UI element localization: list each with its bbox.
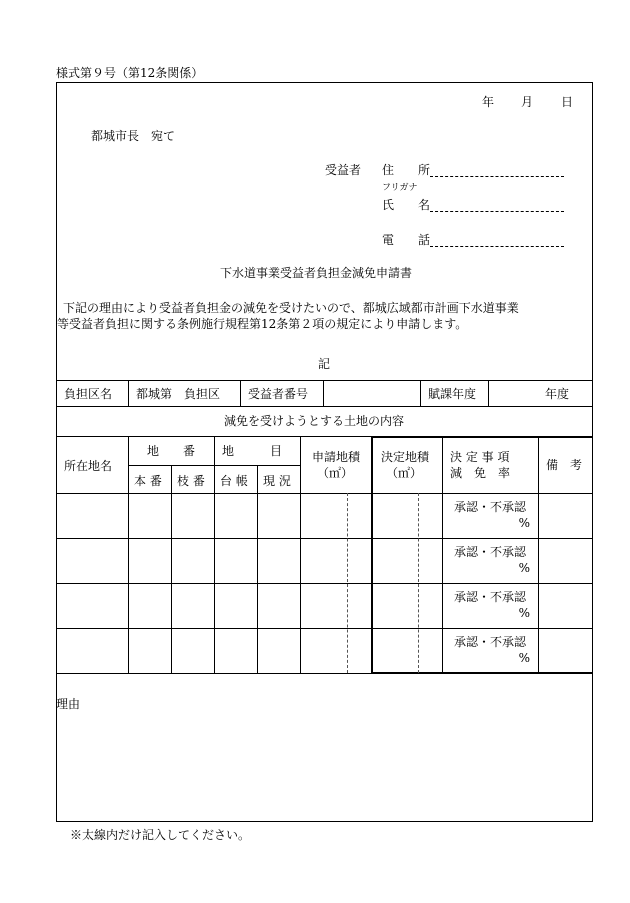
table-row-4-decision — [442, 634, 538, 666]
header-apply-unit: （㎡） — [317, 466, 354, 480]
table-row-3-decision — [442, 589, 538, 621]
col-divider-location — [128, 436, 129, 673]
apply-area-dash — [347, 493, 348, 673]
header-decision-line2: 減 免 率 — [450, 466, 511, 480]
header-edaban: 枝 番 — [177, 474, 205, 488]
reason-field[interactable] — [58, 715, 591, 819]
form-number: 様式第９号（第12条関係） — [56, 66, 204, 80]
percent-text: % — [518, 516, 530, 530]
header-honban: 本 番 — [134, 474, 162, 488]
header-chiban: 地 番 — [147, 444, 196, 458]
header-daicho: 台 帳 — [220, 474, 248, 488]
body-line-1: 下記の理由により受益者負担金の減免を受けたいので、都城広域都市計画下水道事業 — [63, 301, 519, 315]
date-year: 年 — [482, 95, 495, 109]
reason-label: 理由 — [56, 697, 81, 711]
district-label: 負担区名 — [64, 387, 113, 401]
col-divider-daicho — [257, 465, 258, 673]
address-label: 住 所 — [382, 163, 431, 177]
col-divider-chiban — [214, 436, 215, 673]
row-border-4 — [56, 673, 372, 674]
land-section-title: 減免を受けようとする土地の内容 — [224, 414, 405, 428]
body-line-2: 等受益者負担に関する条例施行規程第12条第２項の規定により申請します。 — [57, 317, 468, 331]
header-decision-line1: 決 定 事 項 — [450, 450, 510, 464]
addressee: 都城市長 宛て — [91, 129, 176, 143]
phone-field[interactable] — [382, 233, 564, 247]
fiscal-year-label: 賦課年度 — [428, 387, 477, 401]
district-value: 都城第 負担区 — [136, 387, 221, 401]
header-decided-area: 決定地積 — [381, 450, 430, 464]
beneficiary-number-field[interactable] — [324, 381, 419, 405]
ki-label: 記 — [318, 357, 331, 371]
fiscal-year-suffix: 年度 — [545, 387, 570, 401]
header-apply-area: 申請地積 — [312, 450, 361, 464]
form-title: 下水道事業受益者負担金減免申請書 — [220, 266, 413, 280]
approval-text: 承認・不承認 — [453, 635, 526, 649]
phone-line — [430, 234, 564, 247]
beneficiary-number-label: 受益者番号 — [248, 387, 309, 401]
percent-text: % — [518, 606, 530, 620]
info-row-bottom-border — [56, 406, 593, 407]
address-line — [430, 164, 564, 177]
date-day: 日 — [561, 95, 574, 109]
address-field[interactable] — [382, 163, 564, 177]
applicant-role: 受益者 — [325, 163, 362, 177]
footnote: ※太線内だけ記入してください。 — [70, 828, 251, 842]
header-remarks: 備 考 — [546, 458, 583, 472]
decided-area-dash — [418, 493, 419, 673]
fiscal-year-field[interactable] — [489, 381, 539, 405]
name-field[interactable] — [382, 198, 564, 212]
approval-text: 承認・不承認 — [453, 590, 526, 604]
info-divider-1 — [128, 380, 129, 406]
header-chimoku: 地 目 — [222, 444, 283, 458]
info-divider-2 — [240, 380, 241, 406]
header-location: 所在地名 — [64, 459, 113, 473]
col-divider-chimoku — [300, 436, 301, 673]
percent-text: % — [518, 561, 530, 575]
table-row-1-decision — [442, 499, 538, 531]
name-line — [430, 199, 564, 212]
approval-text: 承認・不承認 — [453, 500, 526, 514]
date-month: 月 — [521, 95, 534, 109]
percent-text: % — [518, 651, 530, 665]
furigana-label: フリガナ — [382, 183, 418, 193]
approval-text: 承認・不承認 — [453, 545, 526, 559]
phone-label: 電 話 — [382, 233, 431, 247]
header-genkyo: 現 況 — [263, 474, 291, 488]
col-divider-honban — [171, 465, 172, 673]
info-divider-4 — [420, 380, 421, 406]
name-label: 氏 名 — [382, 198, 431, 212]
table-row-2-decision — [442, 544, 538, 576]
header-decided-unit: （㎡） — [386, 466, 423, 480]
